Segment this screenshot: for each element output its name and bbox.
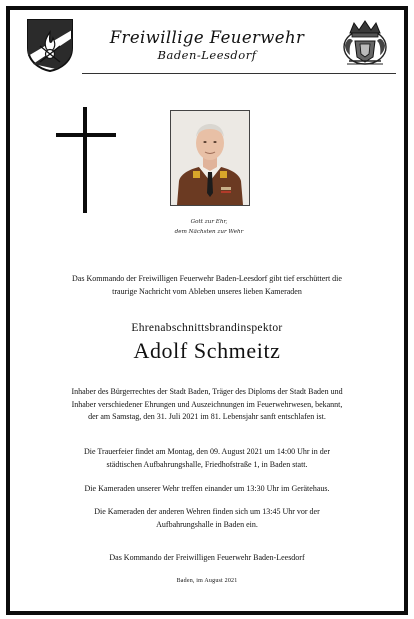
portrait-photo <box>170 110 250 206</box>
deceased-rank: Ehrenabschnittsbrandinspektor <box>131 322 283 334</box>
mourning-cross-icon <box>56 107 116 213</box>
obituary-frame <box>6 6 408 615</box>
motto <box>160 217 258 237</box>
header-divider <box>82 73 396 74</box>
biography <box>30 386 384 424</box>
meeting-others-line-1: Die Kameraden der anderen Wehren finden sich um 13:45 Uhr vor der <box>94 507 320 516</box>
portrait-figure <box>171 111 249 205</box>
deceased-name: Adolf Schmeitz <box>133 338 281 363</box>
biography-line-1: Inhaber des Bürgerrechtes der Stadt Baden, Träger des Diploms der Stadt Baden und <box>71 387 343 396</box>
meeting-other-brigades <box>30 506 384 531</box>
place-date: Baden, im August 2021 <box>176 578 238 584</box>
funeral-line-1: Die Trauerfeier findet am Montag, den 09. August 2021 um 14:00 Uhr in der <box>84 447 330 456</box>
organization-location: Baden-Leesdorf <box>157 48 257 62</box>
meeting-others-line-2: Aufbahrungshalle in Baden ein. <box>156 519 258 529</box>
motto-line-2: dem Nächsten zur Wehr <box>174 229 244 235</box>
funeral-line-2: städtischen Aufbahrungshalle, Friedhofstraße 1, in Baden statt. <box>106 459 308 469</box>
funeral-details <box>30 446 384 471</box>
motto-line-1: Gott zur Ehr, <box>190 219 228 225</box>
biography-line-2: Inhaber verschiedener Ehrungen und Auszeichnungen im Feuerwehrwesen, bekannt, <box>71 399 343 409</box>
announcement <box>30 273 384 298</box>
signature: Das Kommando der Freiwilligen Feuerwehr Baden-Leesdorf <box>109 553 305 562</box>
meeting-own-brigade <box>30 483 384 496</box>
header <box>10 10 404 80</box>
organization-name: Freiwillige Feuerwehr <box>109 28 305 47</box>
fire-brigade-crest-icon <box>340 19 390 69</box>
announcement-line-2: traurige Nachricht vom Ableben unseres lieben Kameraden <box>112 286 302 296</box>
announcement-line-1: Das Kommando der Freiwilligen Feuerwehr Baden-Leesdorf gibt tief erschüttert die <box>72 274 342 283</box>
biography-line-3: der am Samstag, den 31. Juli 2021 im 81. Lebensjahr sanft entschlafen ist. <box>88 412 326 421</box>
meeting-own-line-1: Die Kameraden unserer Wehr treffen einander um 13:30 Uhr im Gerätehaus. <box>84 484 330 493</box>
fire-brigade-emblem-icon <box>26 18 74 72</box>
